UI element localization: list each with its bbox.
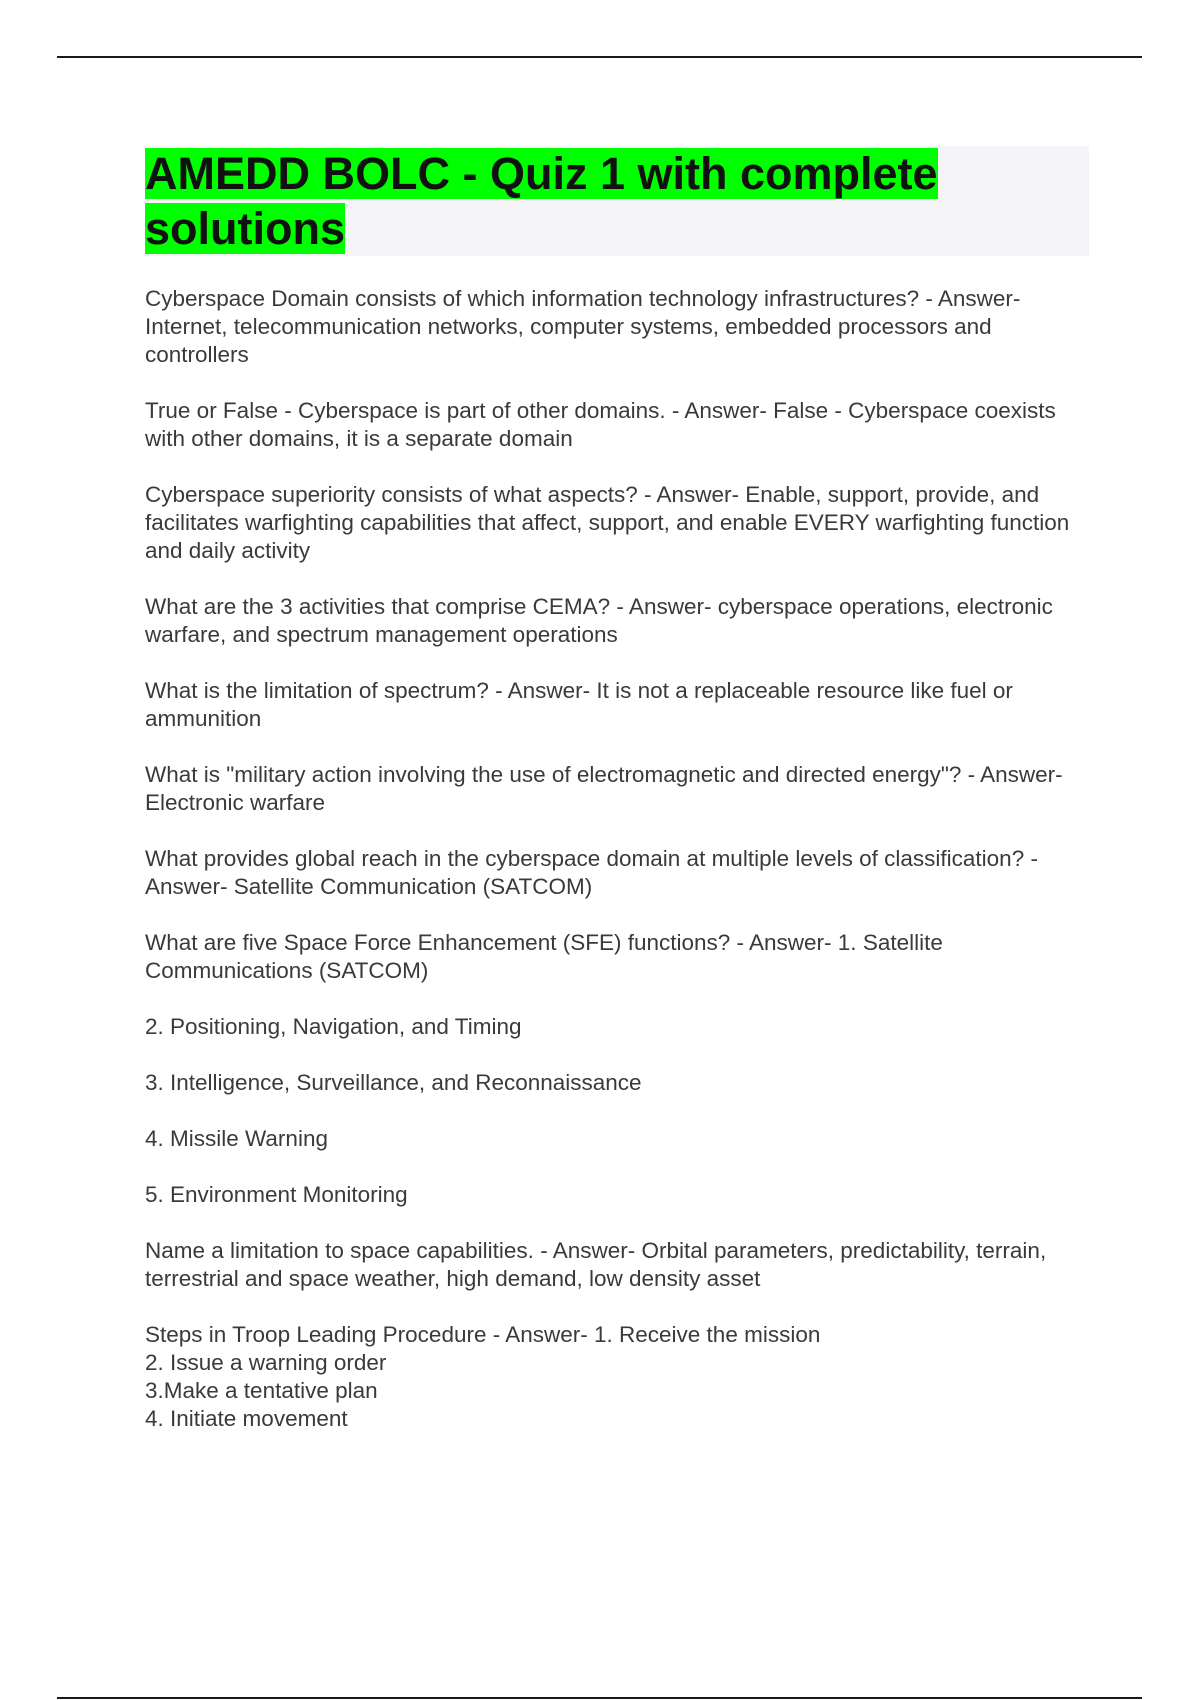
list-item: 2. Positioning, Navigation, and Timing <box>145 1014 522 1039</box>
qa-paragraph: Cyberspace Domain consists of which information technology infrastructures? - Answer- Internet, telecommunication networks, computer systems, embedded processors and controllers <box>145 286 1021 367</box>
qa-paragraph: What provides global reach in the cyberspace domain at multiple levels of classification? - Answer- Satellite Communication (SATCOM) <box>145 846 1038 899</box>
top-rule <box>57 56 1142 58</box>
title-highlight: AMEDD BOLC - Quiz 1 with complete solutions <box>145 148 938 254</box>
list-item: 5. Environment Monitoring <box>145 1182 408 1207</box>
qa-paragraph: Cyberspace superiority consists of what aspects? - Answer- Enable, support, provide, and facilitates warfighting capabilities that affect, support, and enable EVERY warfighting function and daily activity <box>145 482 1070 563</box>
list-item: 4. Missile Warning <box>145 1126 328 1151</box>
document-body <box>145 285 1095 1461</box>
qa-paragraph: What are five Space Force Enhancement (SFE) functions? - Answer- 1. Satellite Communications (SATCOM) <box>145 930 943 983</box>
bottom-rule <box>57 1697 1142 1699</box>
document-title <box>145 146 1089 256</box>
title-block <box>145 146 1089 256</box>
qa-paragraph: Steps in Troop Leading Procedure - Answer- 1. Receive the mission 2. Issue a warning order 3.Make a tentative plan 4. Initiate movement <box>145 1322 821 1431</box>
qa-paragraph: What is the limitation of spectrum? - Answer- It is not a replaceable resource like fuel or ammunition <box>145 678 1013 731</box>
qa-paragraph: True or False - Cyberspace is part of other domains. - Answer- False - Cyberspace coexists with other domains, it is a separate domain <box>145 398 1056 451</box>
list-item: 3. Intelligence, Surveillance, and Reconnaissance <box>145 1070 642 1095</box>
qa-paragraph: Name a limitation to space capabilities. - Answer- Orbital parameters, predictability, terrain, terrestrial and space weather, high demand, low density asset <box>145 1238 1047 1291</box>
qa-paragraph: What is "military action involving the use of electromagnetic and directed energy"? - Answer- Electronic warfare <box>145 762 1063 815</box>
qa-paragraph: What are the 3 activities that comprise CEMA? - Answer- cyberspace operations, electronic warfare, and spectrum management operations <box>145 594 1053 647</box>
